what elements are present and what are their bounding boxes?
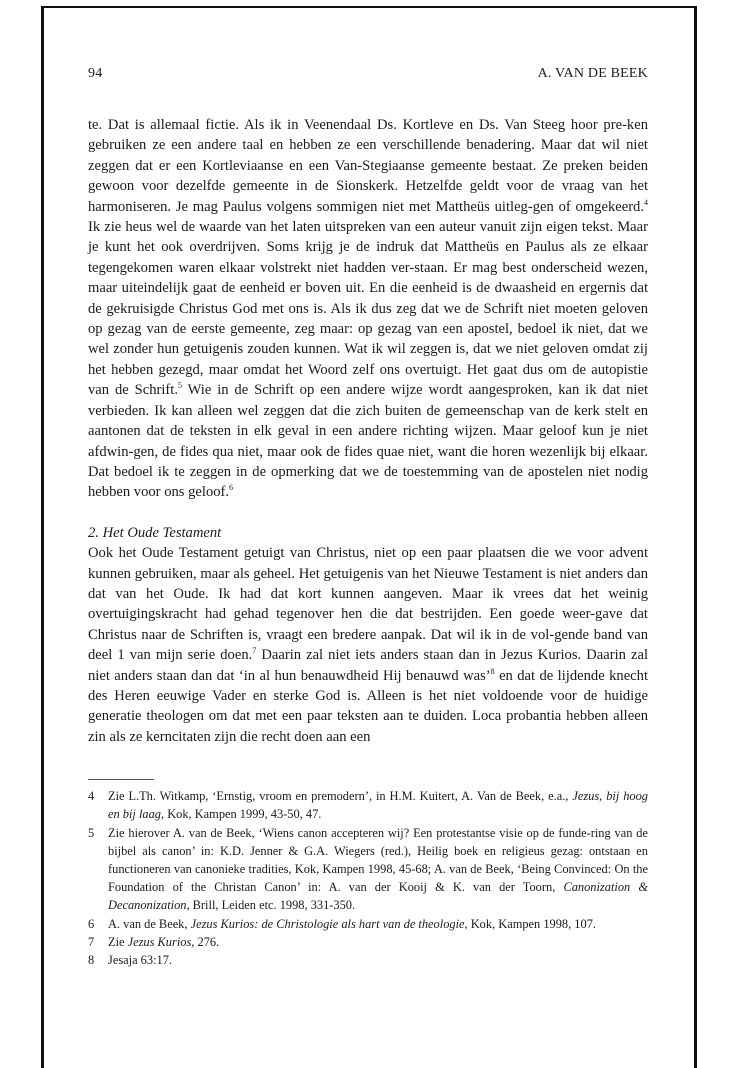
text-run: , 276. [191, 934, 220, 949]
paragraph-1 [88, 115, 648, 503]
body-text-2 [88, 543, 648, 747]
italic-title: Jezus Kurios: de Christologie als hart van de theologie [190, 916, 465, 931]
text-run: , Brill, Leiden etc. 1998, 331-350. [186, 898, 356, 913]
footnote-number: 8 [88, 953, 95, 968]
footnotes [88, 787, 648, 969]
text-run: en dat de lijdende knecht des Heren eeuwige Vader en sterke God is. Alleen is het niet voldoende voor de huidige generatie theologen om dat met een paar teksten aan te duiden. Loca probantia hebben alleen zin als ze kerncitaten zijn die recht doen aan een [88, 667, 648, 745]
scan-border-top [41, 6, 697, 8]
footnote [88, 933, 648, 951]
footnote-text [108, 787, 648, 823]
italic-title: Jezus, bij hoog en bij laag [108, 789, 648, 822]
text-run: Zie [108, 934, 128, 949]
italic-title: Canonization & Decanonization [108, 880, 648, 913]
footnote [88, 787, 648, 823]
scan-border-left [41, 6, 44, 1068]
footnote-ref[interactable]: 8 [490, 666, 495, 676]
text-run: Jesaja 63:17. [108, 953, 173, 968]
text-run: Zie hierover A. van de Beek, ‘Wiens canon accepteren wij? Een protestantse visie op de funde-ring van de bijbel als canon’ in: K.D. Jenner & G.A. Wiegers (red.), Heilig boek en religieus gezag: ontstaan en functioneren van canonieke tradities, Kok, Kampen 1998, 45-68; A. van de Beek, ‘Being Convinced: On the Foundation of the Christan Canon’ in: A. van der Kooij & K. van der Toorn, [108, 825, 648, 895]
text-run: A. van de Beek, [108, 916, 191, 931]
running-head [88, 66, 648, 86]
footnote-ref[interactable]: 7 [252, 646, 257, 656]
footnote-number: 7 [88, 934, 95, 949]
footnote-number: 5 [88, 825, 95, 840]
text-run: te. Dat is allemaal fictie. Als ik in Veenendaal Ds. Kortleve en Ds. Van Steeg hoor pre-ken gebruiken ze een andere taal en hebben ze een verschillende benadering. Maar dat wil niet zeggen dat er een Kortleviaanse en een Van-Stegiaanse gemeente bestaat. Ze preken beiden gewoon voor dezelfde gemeente in de Sionskerk. Hetzelfde geldt voor de vraag van het harmoniseren. Je mag Paulus volgens sommigen niet met Mattheüs uitleg-gen of omgekeerd. [88, 117, 648, 215]
text-run: Wie in de Schrift op een andere wijze wordt aangesproken, kan ik dat niet verbieden. Ik kan alleen wel zeggen dat die zich buiten de gemeenschap van de kerk stelt en aantonen dat de teksten in elk geval in een andere richting wijzen. Maar geloof kun je niet afdwin-gen, de fides qua niet, maar ook de fides quae niet, want die horen wezenlijk bij elkaar. Dat bedoel ik te zeggen in de opmerking dat we de toestemming van de apostelen niet nodig hebben voor ons geloof. [88, 382, 649, 501]
footnote-ref[interactable]: 6 [229, 483, 234, 493]
footnote-text [108, 915, 648, 933]
body-text [88, 115, 648, 503]
text-run: Daarin zal niet iets anders staan dan in Jezus Kurios. Daarin zal niet anders staan dan dat ‘in al hun benauwdheid Hij benauwd was’ [88, 647, 648, 684]
footnote-text [108, 951, 648, 969]
footnote-text [108, 933, 648, 951]
text-run: , Kok, Kampen 1999, 43-50, 47. [161, 807, 322, 822]
scan-border-right [694, 6, 697, 1068]
running-title: A. VAN DE BEEK [537, 66, 648, 81]
footnote [88, 824, 648, 915]
footnote [88, 951, 648, 969]
italic-title: Jezus Kurios [127, 934, 192, 949]
footnote-rule [88, 779, 154, 780]
text-run: , Kok, Kampen 1998, 107. [464, 916, 596, 931]
footnote-ref[interactable]: 4 [644, 197, 648, 207]
text-run: Ik zie heus wel de waarde van het laten uitspreken van een auteur vanuit zijn eigen tekst. Maar je kunt het ook overdrijven. Soms krijg je de indruk dat Mattheüs en Paulus als ze elkaar tegengekomen waren elkaar volstrekt niet hadden ver-staan. Er mag best onderscheid wezen, maar uiteindelijk gaat de eenheid er boven uit. En die eenheid is de dwaasheid en ergernis dat de gekruisigde Christus God met ons is. Als ik dus zeg dat we de Schrift niet moeten geloven op gezag van de eerste gemeente, zeg maar: op gezag van een apostel, bedoel ik niet, dat we wel zonder hun getuigenis zouden kunnen. Wat ik wil zeggen is, dat we niet geloven omdat zij het hebben gezegd, maar omdat het Woord zelf ons overtuigt. Het gaat dus om de autopistie van de Schrift. [88, 219, 648, 399]
text-run: Ook het Oude Testament getuigt van Christus, niet op een paar plaatsen die we voor advent kunnen gebruiken, maar als geheel. Het getuigenis van het Nieuwe Testament is niet anders dan dat van het Oude. Ik had dat kort kunnen aangeven. Maar ik vrees dat het weinig overtuigingskracht had gehad tegenover hen die dat bestrijden. Een goede weer-gave dat Christus naar de Schriften is, vraagt een bredere aanpak. Dat wil ik in de vol-gende band van deel 1 van mijn serie doen. [88, 545, 648, 664]
page-number: 94 [88, 66, 103, 81]
paragraph-2 [88, 543, 648, 747]
section-title: 2. Het Oude Testament [88, 524, 222, 541]
book-page [88, 66, 648, 969]
footnote [88, 915, 648, 933]
footnote-text [108, 824, 648, 915]
footnote-ref[interactable]: 5 [177, 381, 182, 391]
footnote-number: 4 [88, 789, 95, 804]
text-run: Zie L.Th. Witkamp, ‘Ernstig, vroom en premodern’, in H.M. Kuitert, A. Van de Beek, e.a., [108, 789, 573, 804]
footnote-number: 6 [88, 916, 95, 931]
